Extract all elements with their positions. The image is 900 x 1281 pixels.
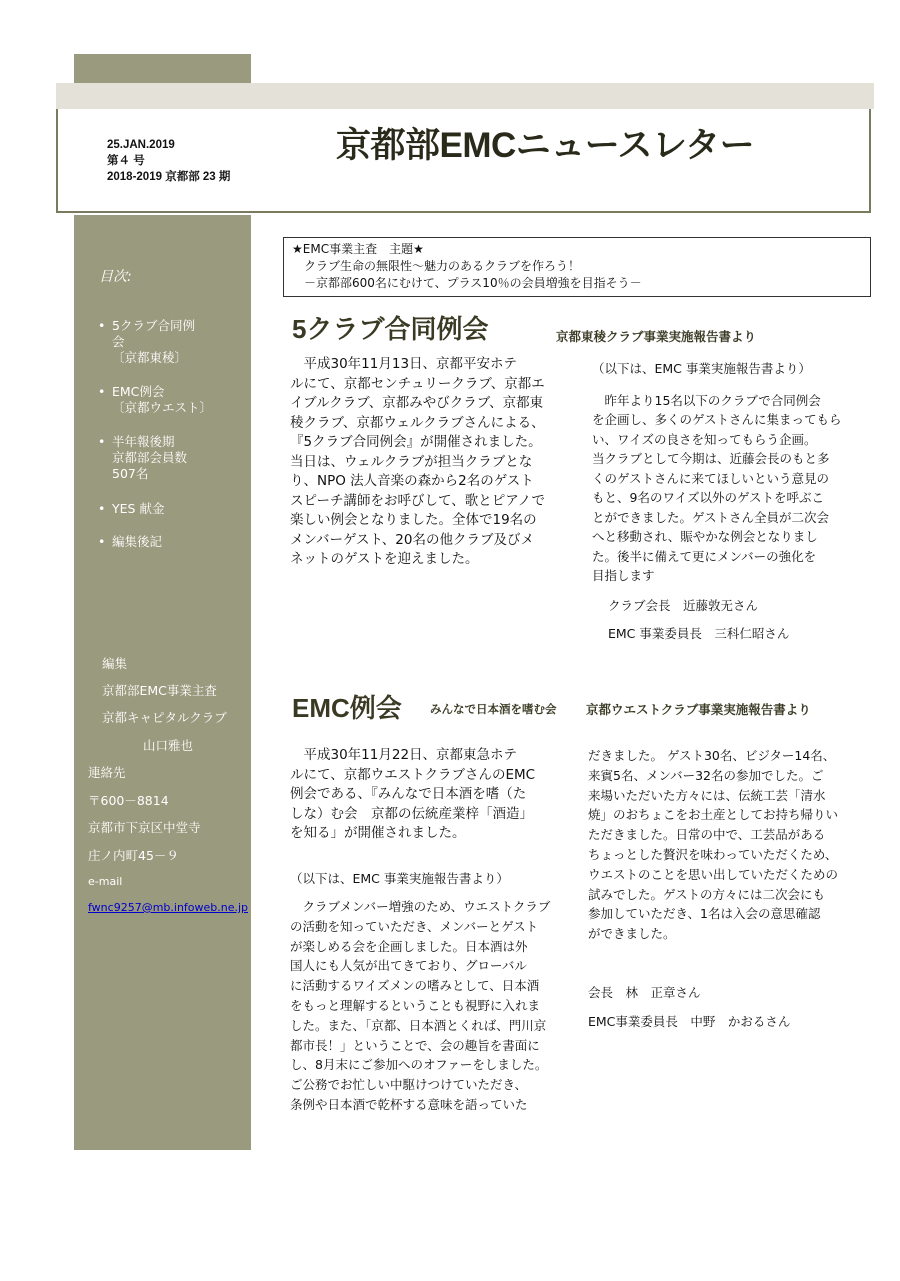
postal-code: 〒600－8814 bbox=[88, 793, 169, 808]
text-line: を企画し、多くのゲストさんに集まってもら bbox=[592, 412, 842, 427]
article2-subtitle-b: 京都ウエストクラブ事業実施報告書より bbox=[586, 702, 811, 717]
text-line: 昨年より15名以下のクラブで合同例会 bbox=[592, 392, 821, 408]
contact-label: 連絡先 bbox=[88, 765, 126, 780]
report-intro: （以下は、EMC 事業実施報告書より） bbox=[290, 871, 509, 886]
text-line: が楽しめる会を企画しました。日本酒は外 bbox=[290, 938, 528, 954]
text-line: ただきました。日常の中で、工芸品がある bbox=[588, 827, 826, 843]
text-line: 来賓5名、メンバー32名の参加でした。ご bbox=[588, 767, 824, 783]
text-line: ルにて、京都センチュリークラブ、京都エ bbox=[290, 375, 545, 392]
editor-club: 京都キャピタルクラブ bbox=[102, 710, 227, 725]
text-line: 当日は、ウェルクラブが担当クラブとな bbox=[290, 453, 533, 470]
theme-line: ★EMC事業主査 主題★ bbox=[292, 242, 424, 256]
text-line: くのゲストさんに来てほしいという意見の bbox=[592, 470, 830, 486]
text-line: 目指します bbox=[592, 568, 655, 583]
text-line: に活動するワイズメンの嗜みとして、日本酒 bbox=[290, 978, 540, 994]
text-line: イブルクラブ、京都みやびクラブ、京都東 bbox=[290, 395, 544, 411]
toc-line: 507名 bbox=[112, 466, 149, 481]
newsletter-title: 京都部EMCニュースレター bbox=[336, 126, 755, 165]
text-line: スピーチ講師をお呼びして、歌とピアノで bbox=[290, 492, 546, 509]
text-line: へと移動され、賑やかな例会となりまし bbox=[592, 529, 818, 544]
text-line: した。また、「京都、日本酒とくれば、門川京 bbox=[290, 1017, 547, 1033]
text-line: 条例や日本酒で乾杯する意味を語っていた bbox=[290, 1096, 528, 1112]
editor-name: 山口雅也 bbox=[143, 738, 194, 753]
toc-line: EMC例会 bbox=[112, 384, 165, 399]
theme-line: －京都部600名にむけて、プラス10％の会員増強を目指そう－ bbox=[292, 276, 642, 290]
text-line: を知る」が開催されました。 bbox=[290, 825, 466, 841]
toc-title: 目次: bbox=[99, 269, 132, 285]
toc-item[interactable]: • YES 献金 bbox=[98, 501, 248, 519]
text-line: 来場いただいた方々には、伝統工芸「清水 bbox=[588, 787, 826, 803]
text-line: とができました。ゲストさん全員が二次会 bbox=[592, 509, 830, 525]
email-label: e-mail bbox=[88, 875, 123, 888]
text-line: 稜クラブ、京都ウェルクラブさんによる、 bbox=[290, 414, 545, 431]
text-line: 都市長！」ということで、会の趣旨を書面に bbox=[290, 1037, 540, 1053]
text-line: 試みでした。ゲストの方々には二次会にも bbox=[588, 886, 826, 902]
text-line: 平成30年11月13日、京都平安ホテ bbox=[290, 356, 518, 372]
signature-line: クラブ会長 近藤敦无さん bbox=[608, 597, 759, 613]
editor-label: 編集 bbox=[102, 656, 128, 671]
article2-title: EMC例会 bbox=[292, 693, 402, 723]
text-line: 『5クラブ合同例会』が開催されました。 bbox=[290, 434, 542, 450]
text-line: ルにて、京都ウエストクラブさんのEMC bbox=[290, 766, 536, 783]
text-line: 楽しい例会となりました。全体で19名の bbox=[290, 512, 537, 528]
sidebar-top-bar bbox=[74, 54, 251, 84]
toc-line: YES 献金 bbox=[112, 501, 165, 516]
issue-date: 25.JAN.2019 bbox=[107, 139, 175, 151]
toc-line: 京都部会員数 bbox=[112, 450, 188, 465]
toc-line: 5クラブ合同例 bbox=[112, 318, 195, 333]
article2-right-column bbox=[588, 746, 868, 944]
toc-line: 〔京都ウエスト〕 bbox=[112, 400, 213, 415]
article1-subtitle: 京都東稜クラブ事業実施報告書より bbox=[556, 329, 757, 344]
text-line: 平成30年11月22日、京都東急ホテ bbox=[290, 747, 518, 763]
article1-left-column bbox=[290, 355, 580, 570]
toc-item[interactable]: • 半年報後期 京都部会員数 507名 bbox=[98, 434, 248, 484]
editor-role: 京都部EMC事業主査 bbox=[102, 683, 217, 698]
text-line: し、8月末にご参加へのオファーをしました。 bbox=[290, 1057, 548, 1073]
toc-line: 会 bbox=[112, 334, 125, 349]
toc-item[interactable]: • 編集後記 bbox=[98, 534, 248, 552]
article1-right-column bbox=[592, 359, 862, 644]
issue-term: 2018-2019 京都部 23 期 bbox=[107, 171, 231, 183]
theme-box bbox=[283, 237, 871, 297]
toc-line: 編集後記 bbox=[112, 534, 163, 549]
text-line: た。後半に備えて更にメンバーの強化を bbox=[592, 548, 817, 564]
signature-line: 会長 林 正章さん bbox=[588, 985, 701, 1000]
header-band bbox=[56, 83, 874, 109]
text-line: クラブメンバー増強のため、ウエストクラブ bbox=[290, 899, 551, 914]
text-line: だきました。 ゲスト30名、ビジター14名、 bbox=[588, 748, 836, 763]
toc-item[interactable]: • 5クラブ合同例 会 〔京都東稜〕 bbox=[98, 318, 248, 368]
text-line: もと、9名のワイズ以外のゲストを呼ぶこ bbox=[592, 490, 824, 505]
email-link[interactable]: fwnc9257@mb.infoweb.ne.jp bbox=[88, 901, 249, 914]
address-line: 庄ノ内町45－９ bbox=[88, 848, 179, 863]
text-line: 焼」のおちょこをお土産としてお持ち帰りい bbox=[588, 807, 839, 823]
toc-line: 〔京都東稜〕 bbox=[112, 350, 188, 365]
toc-item[interactable]: • EMC例会 〔京都ウエスト〕 bbox=[98, 384, 248, 418]
text-line: 国人にも人気が出てきており、グローバル bbox=[290, 958, 527, 974]
text-line: メンバーゲスト、20名の他クラブ及びメ bbox=[290, 531, 534, 548]
article1-title: 5クラブ合同例会 bbox=[292, 314, 489, 344]
article2-left-column-b bbox=[290, 897, 580, 1115]
report-intro: （以下は、EMC 事業実施報告書より） bbox=[592, 361, 811, 376]
issue-number: 第４ 号 bbox=[107, 155, 145, 167]
text-line: 例会である、『みんなで日本酒を嗜（た bbox=[290, 786, 527, 802]
text-line: の活動を知っていただき、メンバーとゲスト bbox=[290, 918, 539, 934]
signature-line: EMC 事業委員長 三科仁昭さん bbox=[608, 626, 790, 641]
text-line: ネットのゲストを迎えました。 bbox=[290, 551, 479, 567]
article2-left-column bbox=[290, 746, 580, 844]
text-line: ウエストのことを思い出していただくための bbox=[588, 866, 839, 882]
text-line: ちょっとした贅沢を味わっていただくため、 bbox=[588, 846, 838, 862]
theme-line: クラブ生命の無限性～魅力のあるクラブを作ろう！ bbox=[292, 259, 581, 273]
text-line: 当クラブとして今期は、近藤会長のもと多 bbox=[592, 451, 830, 466]
address-line: 京都市下京区中堂寺 bbox=[88, 820, 201, 835]
toc-line: 半年報後期 bbox=[112, 434, 175, 449]
text-line: 参加していただき、1名は入会の意思確認 bbox=[588, 906, 821, 922]
text-line: ができました。 bbox=[588, 926, 676, 942]
text-line: い、ワイズの良さを知ってもらう企画。 bbox=[592, 431, 817, 447]
text-line: り、NPO 法人音楽の森から2名のゲスト bbox=[290, 473, 534, 489]
article2-subtitle-a: みんなで日本酒を嗜む会 bbox=[430, 702, 557, 716]
signature-line: EMC事業委員長 中野 かおるさん bbox=[588, 1014, 791, 1029]
text-line: ご公務でお忙しい中駆けつけていただき、 bbox=[290, 1077, 528, 1093]
text-line: をもっと理解するということも視野に入れま bbox=[290, 997, 541, 1013]
text-line: しな）む会 京都の伝統産業梓「酒造」 bbox=[290, 805, 533, 822]
